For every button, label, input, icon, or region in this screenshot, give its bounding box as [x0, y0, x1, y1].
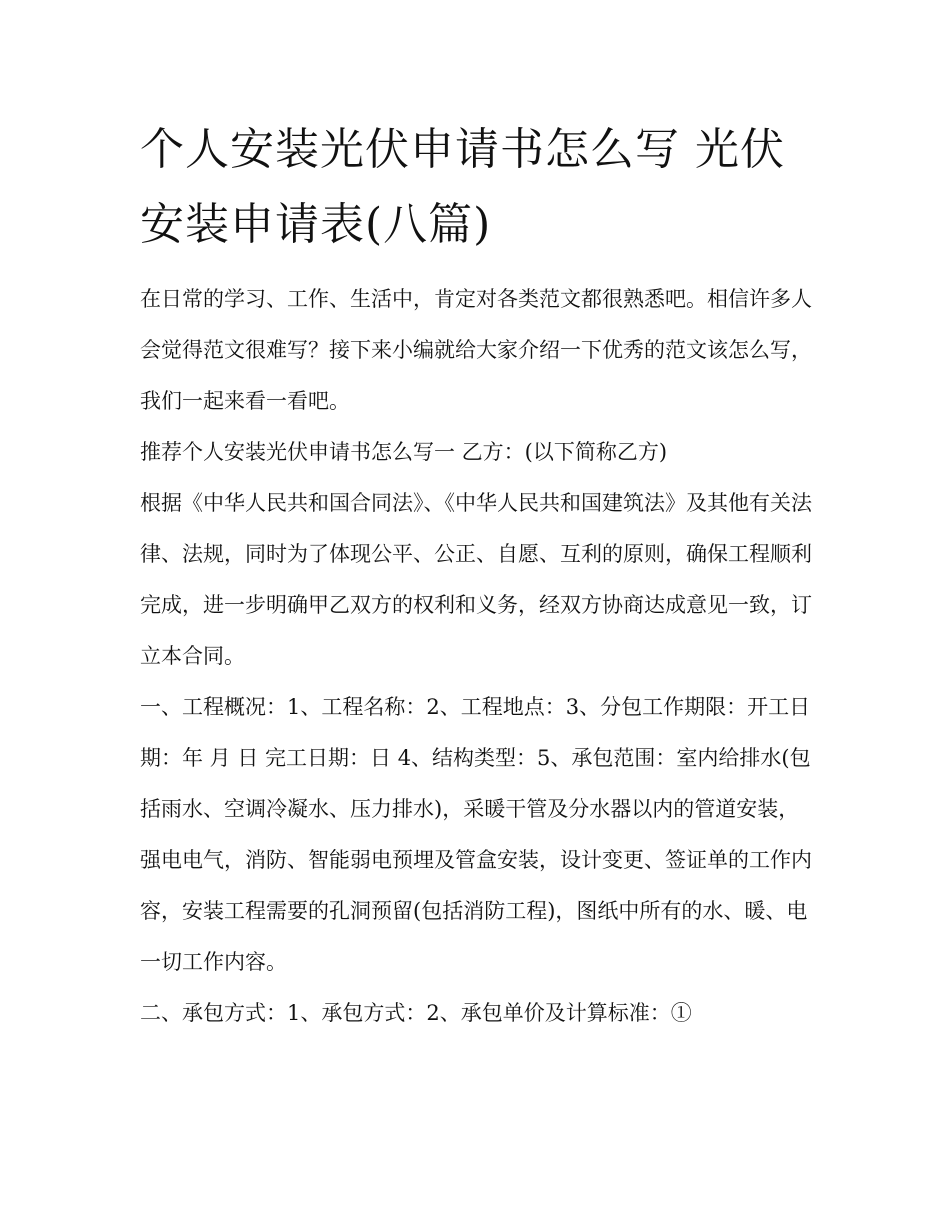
paragraph-legal-basis: 根据《中华人民共和国合同法》、《中华人民共和国建筑法》及其他有关法律、法规，同时为了体现公平、公正、自愿、互利的原则，确保工程顺利完成，进一步明确甲乙双方的权利和义务，经双方协商达成意见一致，订立本合同。	[140, 491, 812, 668]
paragraph-contract-method: 二、承包方式：1、承包方式：2、承包单价及计算标准：①	[140, 1001, 692, 1025]
paragraph-project-overview: 一、工程概况：1、工程名称：2、工程地点：3、分包工作期限：开工日期：年 月 日 完工日期：日 4、结构类型：5、承包范围：室内给排水(包括雨水、空调冷凝水、压力排水)，采暖干管及分水器以内的管道安装，强电电气，消防、智能弱电预埋及管盒安装，设计变更、签证单的工作内容，安装工程需要的孔洞预留(包括消防工程)，图纸中所有的水、暖、电一切工作内容。	[140, 695, 812, 974]
paragraph-recommend: 推荐个人安装光伏申请书怎么写一 乙方：(以下简称乙方)	[140, 440, 668, 464]
document-body	[140, 274, 820, 1039]
paragraph-intro: 在日常的学习、工作、生活中，肯定对各类范文都很熟悉吧。相信许多人会觉得范文很难写？接下来小编就给大家介绍一下优秀的范文该怎么写，我们一起来看一看吧。	[140, 287, 812, 413]
document-title: 个人安装光伏申请书怎么写 光伏安装申请表(八篇)	[140, 124, 785, 250]
